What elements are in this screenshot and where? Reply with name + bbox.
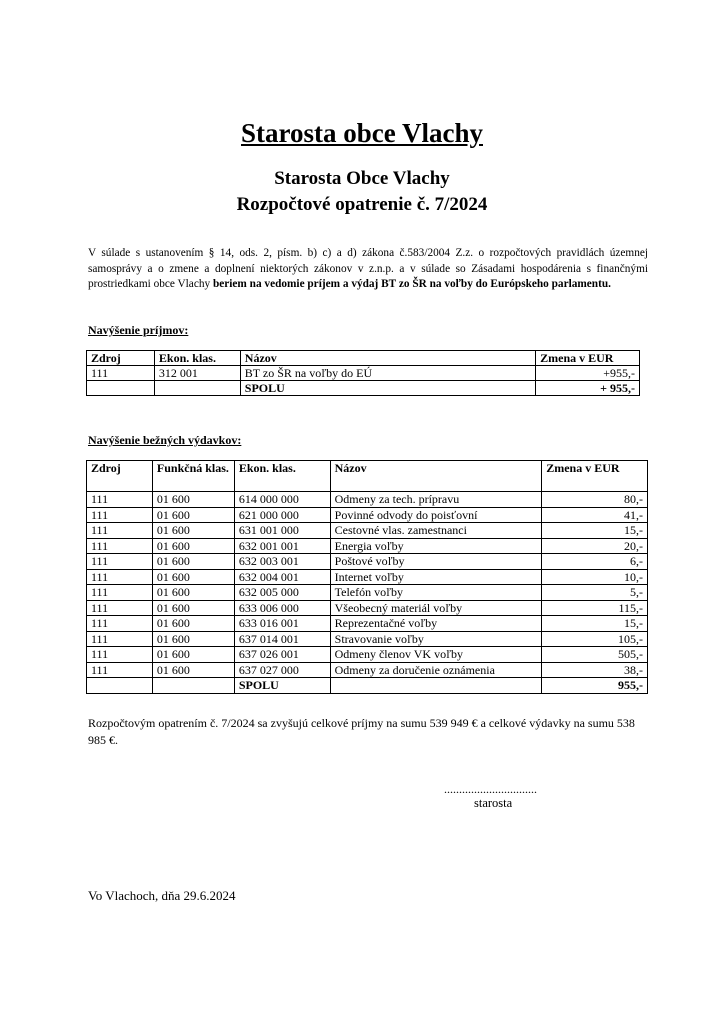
- cell-ekon: 631 001 000: [234, 523, 330, 539]
- table-row: [87, 554, 648, 570]
- cell-funkcna: 01 600: [152, 538, 234, 554]
- cell-zdroj: 111: [87, 600, 153, 616]
- intro-bold-text: beriem na vedomie príjem a výdaj BT zo ŠR na voľby do Európskeho parlamentu.: [212, 278, 611, 290]
- cell-ekon: 637 026 001: [234, 647, 330, 663]
- header-nazov: Názov: [330, 461, 542, 492]
- total-value: 955,-: [542, 678, 648, 694]
- cell-zdroj: 111: [87, 647, 153, 663]
- expense-table-header: [87, 461, 648, 492]
- cell-funkcna: 01 600: [152, 585, 234, 601]
- header-ekon-klas: Ekon. klas.: [154, 351, 240, 366]
- place-date: Vo Vlachoch, dňa 29.6.2024: [88, 888, 236, 903]
- cell-funkcna: 01 600: [152, 616, 234, 632]
- cell-funkcna: 01 600: [152, 507, 234, 523]
- header-ekon-klas: Ekon. klas.: [234, 461, 330, 492]
- cell-ekon: 637 014 001: [234, 631, 330, 647]
- cell-nazov: Stravovanie voľby: [330, 631, 542, 647]
- cell-zmena: 38,-: [542, 662, 648, 678]
- table-row: [87, 492, 648, 508]
- cell-ekon: 632 001 001: [234, 538, 330, 554]
- header-zdroj: Zdroj: [87, 461, 153, 492]
- cell-nazov: Odmeny členov VK voľby: [330, 647, 542, 663]
- cell-zdroj: 111: [87, 569, 153, 585]
- cell-nazov: Odmeny za tech. prípravu: [330, 492, 542, 508]
- cell-zdroj: 111: [87, 554, 153, 570]
- cell-funkcna: 01 600: [152, 523, 234, 539]
- cell-ekon: 632 003 001: [234, 554, 330, 570]
- total-label: SPOLU: [240, 381, 535, 396]
- cell-zmena: 505,-: [542, 647, 648, 663]
- cell-zmena: 6,-: [542, 554, 648, 570]
- expense-section-heading: Navýšenie bežných výdavkov:: [88, 433, 242, 447]
- cell-zdroj: 111: [87, 523, 153, 539]
- table-row: [87, 569, 648, 585]
- income-section-heading: Navýšenie príjmov:: [88, 323, 189, 337]
- header-nazov: Názov: [240, 351, 535, 366]
- cell-zdroj: 111: [87, 538, 153, 554]
- table-row: [87, 538, 648, 554]
- cell-nazov: Reprezentačné voľby: [330, 616, 542, 632]
- cell-zmena: 115,-: [542, 600, 648, 616]
- table-row: [87, 631, 648, 647]
- signature-line: ...............................: [444, 782, 537, 796]
- cell-nazov: Poštové voľby: [330, 554, 542, 570]
- cell-funkcna: 01 600: [152, 600, 234, 616]
- table-row: [87, 585, 648, 601]
- cell-funkcna: 01 600: [152, 492, 234, 508]
- expense-table: [86, 460, 648, 694]
- cell-zmena: 5,-: [542, 585, 648, 601]
- cell-funkcna: 01 600: [152, 662, 234, 678]
- cell-zmena: 15,-: [542, 616, 648, 632]
- cell-zdroj: 111: [87, 662, 153, 678]
- expense-total-row: [87, 678, 648, 694]
- cell-zmena: 20,-: [542, 538, 648, 554]
- cell-zdroj: 111: [87, 631, 153, 647]
- document-title: Starosta obce Vlachy: [241, 118, 483, 148]
- cell-ekon: 621 000 000: [234, 507, 330, 523]
- cell-ekon: 614 000 000: [234, 492, 330, 508]
- table-row: [87, 600, 648, 616]
- cell-nazov: BT zo ŠR na voľby do EÚ: [240, 366, 535, 381]
- document-subtitle: Starosta Obce Vlachy: [274, 168, 450, 189]
- cell-nazov: Všeobecný materiál voľby: [330, 600, 542, 616]
- cell-zdroj: 111: [87, 616, 153, 632]
- cell-zdroj: 111: [87, 507, 153, 523]
- cell-zmena: 80,-: [542, 492, 648, 508]
- document-heading: Rozpočtové opatrenie č. 7/2024: [236, 194, 488, 215]
- table-row: [87, 616, 648, 632]
- header-zmena: Zmena v EUR: [536, 351, 640, 366]
- cell-nazov: Telefón voľby: [330, 585, 542, 601]
- cell-ekon: 312 001: [154, 366, 240, 381]
- signature-label: starosta: [474, 796, 513, 810]
- cell-funkcna: 01 600: [152, 554, 234, 570]
- cell-ekon: 632 004 001: [234, 569, 330, 585]
- total-value: + 955,-: [536, 381, 640, 396]
- cell-funkcna: 01 600: [152, 631, 234, 647]
- cell-zmena: 41,-: [542, 507, 648, 523]
- cell-nazov: Povinné odvody do poisťovní: [330, 507, 542, 523]
- table-row: [87, 523, 648, 539]
- cell-zdroj: 111: [87, 366, 155, 381]
- table-row: [87, 647, 648, 663]
- cell-ekon: 637 027 000: [234, 662, 330, 678]
- cell-ekon: 633 016 001: [234, 616, 330, 632]
- table-row: [87, 366, 640, 381]
- cell-zdroj: 111: [87, 492, 153, 508]
- income-total-row: [87, 381, 640, 396]
- cell-zmena: 15,-: [542, 523, 648, 539]
- cell-nazov: Energia voľby: [330, 538, 542, 554]
- intro-text: V súlade s ustanovením § 14, ods. 2, písm. b) c) a d) zákona č.583/2004 Z.z. o rozpočtových pravidlách územnej samosprávy a o zmene a doplnení niektorých zákonov v z.n.p. a v súlade so Zásadami hospodárenia s finančnými prostriedkami obce Vlachy: [88, 247, 648, 290]
- cell-ekon: 633 006 000: [234, 600, 330, 616]
- cell-zmena: +955,-: [536, 366, 640, 381]
- cell-zmena: 10,-: [542, 569, 648, 585]
- header-funkcna-klas: Funkčná klas.: [152, 461, 234, 492]
- total-label: SPOLU: [234, 678, 330, 694]
- intro-paragraph: [88, 246, 648, 293]
- cell-nazov: Cestovné vlas. zamestnanci: [330, 523, 542, 539]
- cell-ekon: 632 005 000: [234, 585, 330, 601]
- table-row: [87, 662, 648, 678]
- header-zmena: Zmena v EUR: [542, 461, 648, 492]
- cell-nazov: Internet voľby: [330, 569, 542, 585]
- table-row: [87, 507, 648, 523]
- cell-zdroj: 111: [87, 585, 153, 601]
- cell-funkcna: 01 600: [152, 569, 234, 585]
- income-table-header: [87, 351, 640, 366]
- cell-zmena: 105,-: [542, 631, 648, 647]
- cell-nazov: Odmeny za doručenie oznámenia: [330, 662, 542, 678]
- income-table: [86, 350, 640, 396]
- header-zdroj: Zdroj: [87, 351, 155, 366]
- summary-paragraph: Rozpočtovým opatrením č. 7/2024 sa zvyšujú celkové príjmy na sumu 539 949 € a celkové výdavky na sumu 538 985 €.: [88, 716, 635, 747]
- cell-funkcna: 01 600: [152, 647, 234, 663]
